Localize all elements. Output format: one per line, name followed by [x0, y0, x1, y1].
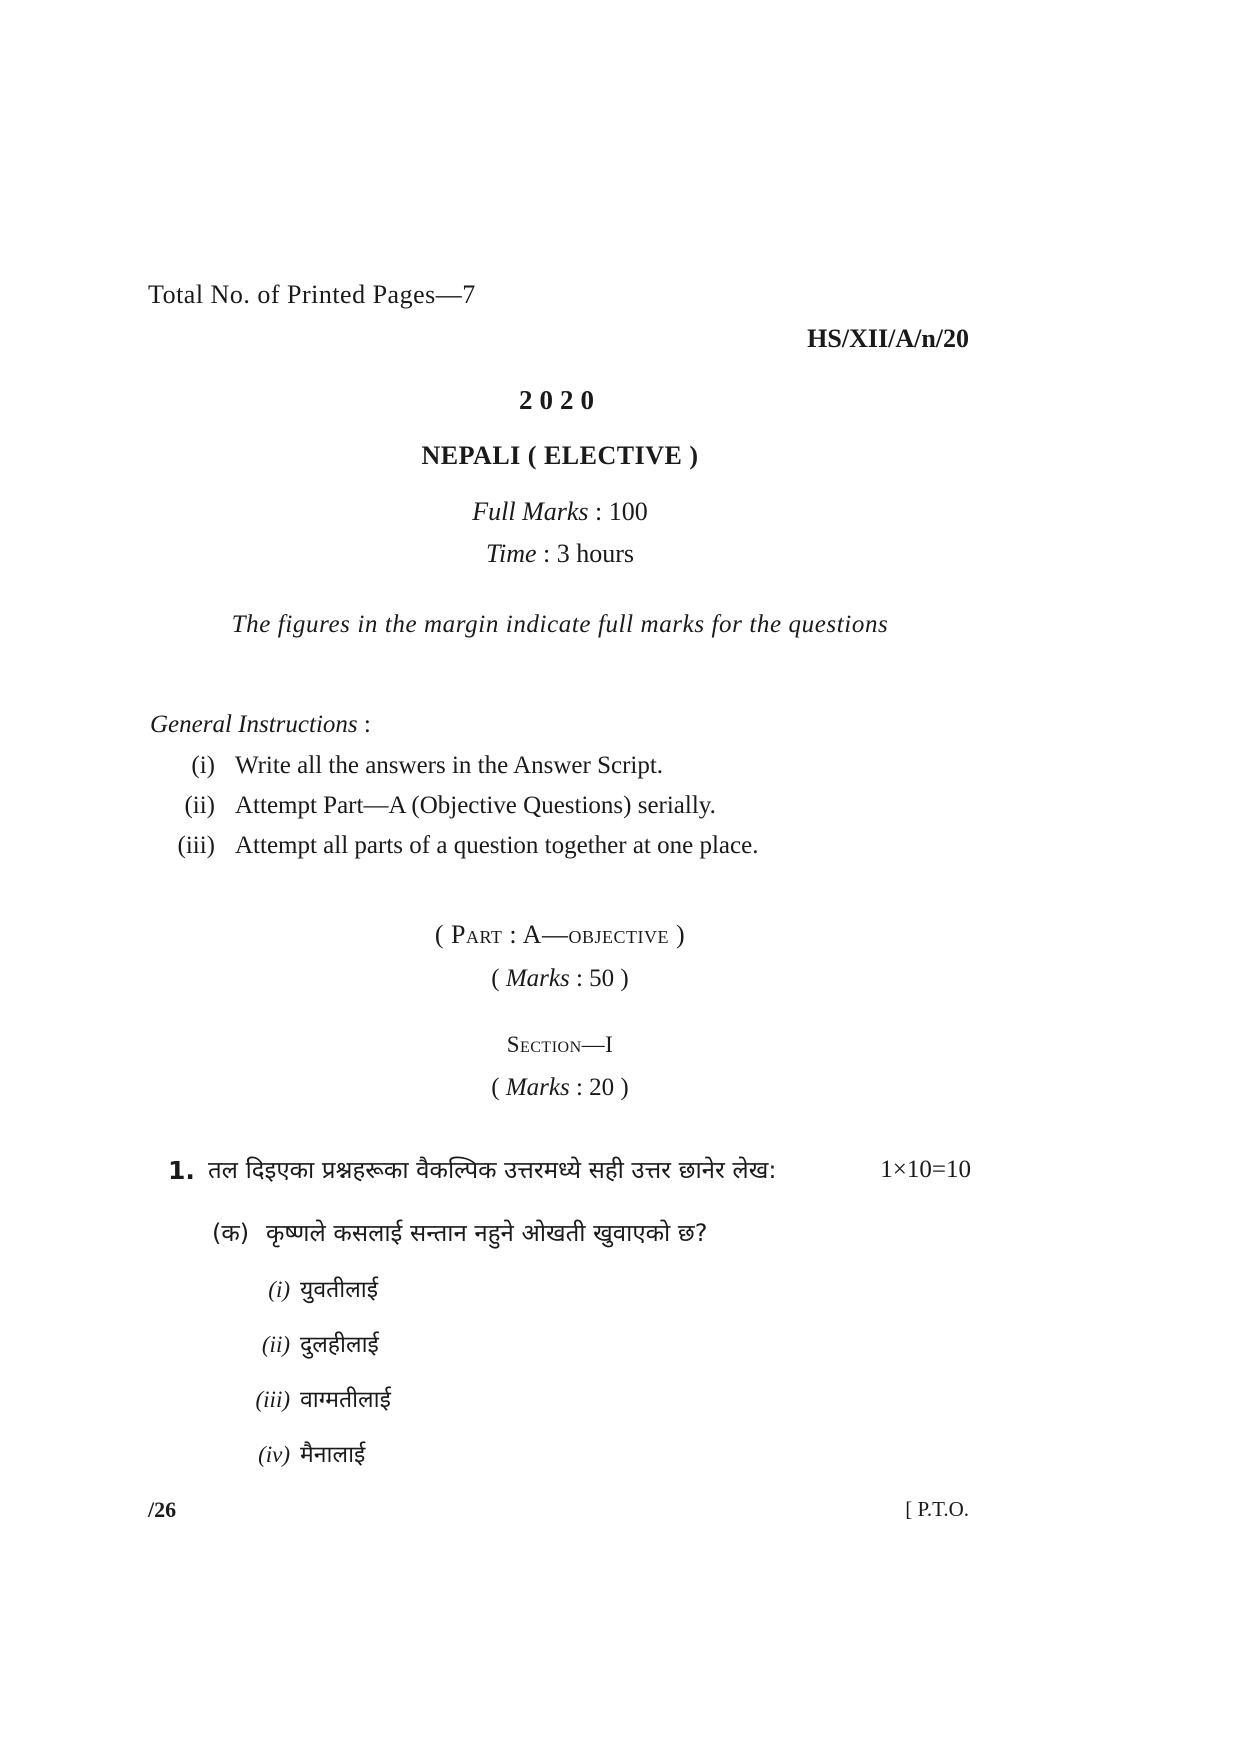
please-turn-over: [ P.T.O. [905, 1497, 969, 1521]
option-text: मैनालाई [300, 1442, 366, 1468]
instruction-number: (iii) [177, 832, 215, 859]
question-marks: 1×10=10 [880, 1156, 971, 1183]
paper-code: HS/XII/A/n/20 [807, 324, 969, 353]
answer-option [210, 1382, 391, 1414]
full-marks-value: : 100 [595, 497, 648, 526]
section-marks-open: ( [491, 1074, 506, 1101]
part-marks [0, 965, 1120, 993]
part-marks-open: ( [491, 965, 506, 992]
instruction-number: (i) [191, 752, 215, 779]
instruction-text: Attempt all parts of a question together at one place. [235, 832, 759, 859]
part-title: ( Part : A—objective ) [434, 920, 686, 949]
section-marks [0, 1074, 1120, 1102]
question-number: 1. [168, 1156, 195, 1185]
option-number: (ii) [261, 1332, 290, 1357]
option-number: (i) [268, 1277, 290, 1302]
instruction-text: Write all the answers in the Answer Script. [235, 752, 664, 779]
part-marks-label: Marks [505, 965, 570, 992]
exam-subject: NEPALI ( ELECTIVE ) [421, 441, 699, 470]
instruction-item [150, 832, 758, 860]
option-number: (iii) [255, 1387, 290, 1412]
page-code: /26 [148, 1497, 177, 1522]
general-instructions-title [150, 711, 371, 739]
full-marks-label: Full Marks [472, 497, 589, 526]
answer-option [210, 1437, 365, 1469]
sub-question-text: कृष्णले कसलाई सन्तान नहुने ओखती खुवाएको छ? [266, 1219, 708, 1247]
sub-question-label: (क) [212, 1219, 250, 1247]
instruction-number: (ii) [184, 792, 215, 819]
time-label: Time [485, 539, 537, 568]
time-value: : 3 hours [543, 539, 635, 568]
instruction-item [150, 752, 663, 780]
section-title: Section—I [506, 1032, 614, 1057]
section-marks-value: : 20 ) [569, 1074, 629, 1101]
part-marks-value: : 50 ) [569, 965, 629, 992]
option-text: वाग्मतीलाई [300, 1387, 391, 1413]
exam-time [0, 539, 1120, 569]
margin-note: The figures in the margin indicate full marks for the questions [231, 611, 889, 638]
option-number: (iv) [258, 1442, 290, 1467]
answer-option [210, 1327, 379, 1359]
answer-option [210, 1272, 378, 1304]
instruction-item [150, 792, 716, 820]
full-marks [0, 497, 1120, 527]
section-marks-label: Marks [505, 1074, 570, 1101]
general-instructions-colon: : [357, 711, 371, 738]
option-text: युवतीलाई [300, 1277, 379, 1303]
question-text: तल दिइएका प्रश्नहरूका वैकल्पिक उत्तरमध्ये सही उत्तर छानेर लेख: [208, 1156, 777, 1184]
instruction-text: Attempt Part—A (Objective Questions) serially. [235, 792, 716, 819]
general-instructions-label: General Instructions [150, 711, 358, 738]
total-printed-pages: Total No. of Printed Pages—7 [148, 280, 476, 309]
exam-year: 2020 [519, 385, 601, 415]
option-text: दुलहीलाई [300, 1332, 379, 1358]
